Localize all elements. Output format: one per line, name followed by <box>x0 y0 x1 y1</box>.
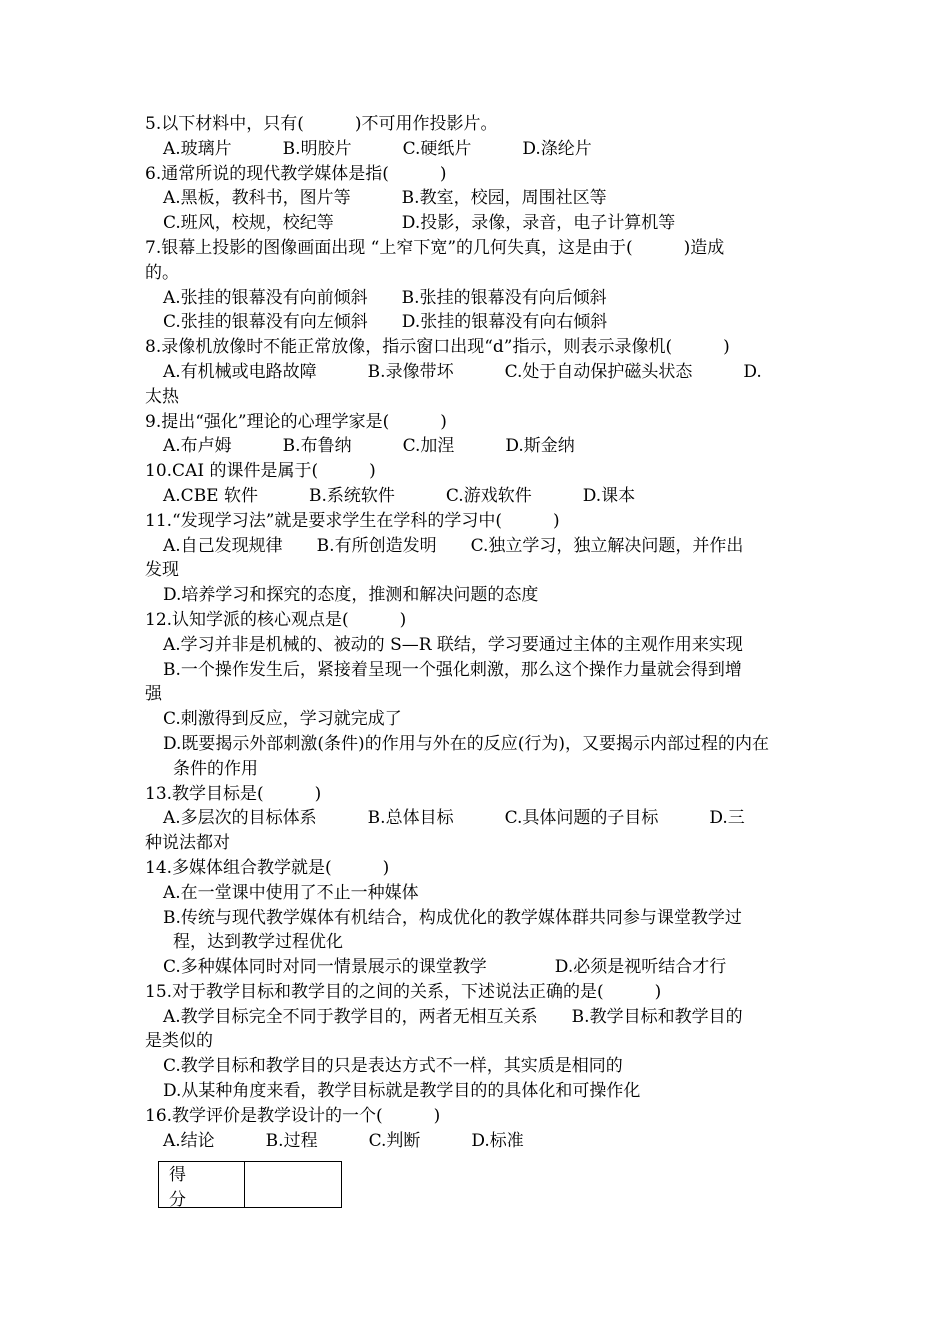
question-text-line: 发现 <box>145 560 179 581</box>
answer-options-line: A.学习并非是机械的、被动的 S—R 联结，学习要通过主体的主观作用来实现 <box>163 634 743 655</box>
question-text-line: 12.认知学派的核心观点是( ) <box>145 609 407 630</box>
answer-options-line: A.张挂的银幕没有向前倾斜 B.张挂的银幕没有向后倾斜 <box>163 287 607 308</box>
answer-options-line: A.教学目标完全不同于教学目的，两者无相互关系 B.教学目标和教学目的 <box>163 1006 743 1027</box>
question-text-line: 14.多媒体组合教学就是( ) <box>145 857 390 878</box>
question-text-line: 10.CAI 的课件是属于( ) <box>145 461 376 482</box>
answer-options-line: A.CBE 软件 B.系统软件 C.游戏软件 D.课本 <box>163 485 636 506</box>
answer-options-line: D.培养学习和探究的态度，推测和解决问题的态度 <box>163 585 539 606</box>
answer-options-line: A.在一堂课中使用了不止一种媒体 <box>163 882 419 903</box>
question-text-line: 程，达到教学过程优化 <box>173 932 343 953</box>
question-list <box>145 112 810 1153</box>
answer-options-line: A.自己发现规律 B.有所创造发明 C.独立学习，独立解决问题，并作出 <box>163 535 744 556</box>
answer-options-line: C.班风，校规，校纪等 D.投影，录像，录音，电子计算机等 <box>163 213 676 234</box>
answer-options-line: C.刺激得到反应，学习就完成了 <box>163 709 402 730</box>
question-text-line: 6.通常所说的现代教学媒体是指( ) <box>145 163 447 184</box>
question-text-line: 5.以下材料中，只有( )不可用作投影片。 <box>145 114 498 134</box>
score-box <box>158 1161 342 1208</box>
answer-options-line: A.有机械或电路故障 B.录像带坏 C.处于自动保护磁头状态 D. <box>163 361 762 382</box>
answer-options-line: C.张挂的银幕没有向左倾斜 D.张挂的银幕没有向右倾斜 <box>163 312 608 333</box>
question-text-line: 条件的作用 <box>173 758 258 779</box>
question-text-line: 种说法都对 <box>145 833 230 854</box>
question-text-line: 是类似的 <box>145 1031 213 1052</box>
answer-options-line: A.结论 B.过程 C.判断 D.标准 <box>163 1130 524 1151</box>
question-text-line: 15.对于教学目标和教学目的之间的关系，下述说法正确的是( ) <box>145 981 662 1002</box>
answer-options-line: C.教学目标和教学目的只是表达方式不一样，其实质是相同的 <box>163 1056 623 1077</box>
answer-options-line: B.一个操作发生后，紧接着呈现一个强化刺激，那么这个操作力量就会得到增 <box>163 659 742 680</box>
question-text-line: 的。 <box>145 262 179 283</box>
score-value-cell[interactable] <box>245 1162 341 1207</box>
question-text-line: 7.银幕上投影的图像画面出现 “上窄下宽”的几何失真，这是由于( )造成 <box>145 237 725 258</box>
answer-options-line: A.布卢姆 B.布鲁纳 C.加涅 D.斯金纳 <box>163 436 575 457</box>
question-text-line: 16.教学评价是教学设计的一个( ) <box>145 1105 441 1126</box>
question-text-line: 8.录像机放像时不能正常放像，指示窗口出现“d”指示，则表示录像机( ) <box>145 337 730 358</box>
question-text-line: 太热 <box>145 386 179 407</box>
answer-options-line: C.多种媒体同时对同一情景展示的课堂教学 D.必须是视听结合才行 <box>163 957 727 978</box>
score-label: 得 分 <box>159 1162 245 1207</box>
answer-options-line: D.从某种角度来看，教学目标就是教学目的的具体化和可操作化 <box>163 1081 641 1102</box>
question-text-line: 13.教学目标是( ) <box>145 783 322 804</box>
question-text-line: 9.提出“强化”理论的心理学家是( ) <box>145 411 447 432</box>
answer-options-line: B.传统与现代教学媒体有机结合，构成优化的教学媒体群共同参与课堂教学过 <box>163 907 742 928</box>
question-text-line: 11.“发现学习法”就是要求学生在学科的学习中( ) <box>145 510 560 531</box>
question-text-line: 强 <box>145 684 162 705</box>
answer-options-line: D.既要揭示外部刺激(条件)的作用与外在的反应(行为)，又要揭示内部过程的内在 <box>163 733 769 754</box>
answer-options-line: A.多层次的目标体系 B.总体目标 C.具体问题的子目标 D.三 <box>163 808 745 829</box>
answer-options-line: A.玻璃片 B.明胶片 C.硬纸片 D.涤纶片 <box>163 138 592 159</box>
answer-options-line: A.黑板，教科书，图片等 B.教室，校园，周围社区等 <box>163 188 607 209</box>
